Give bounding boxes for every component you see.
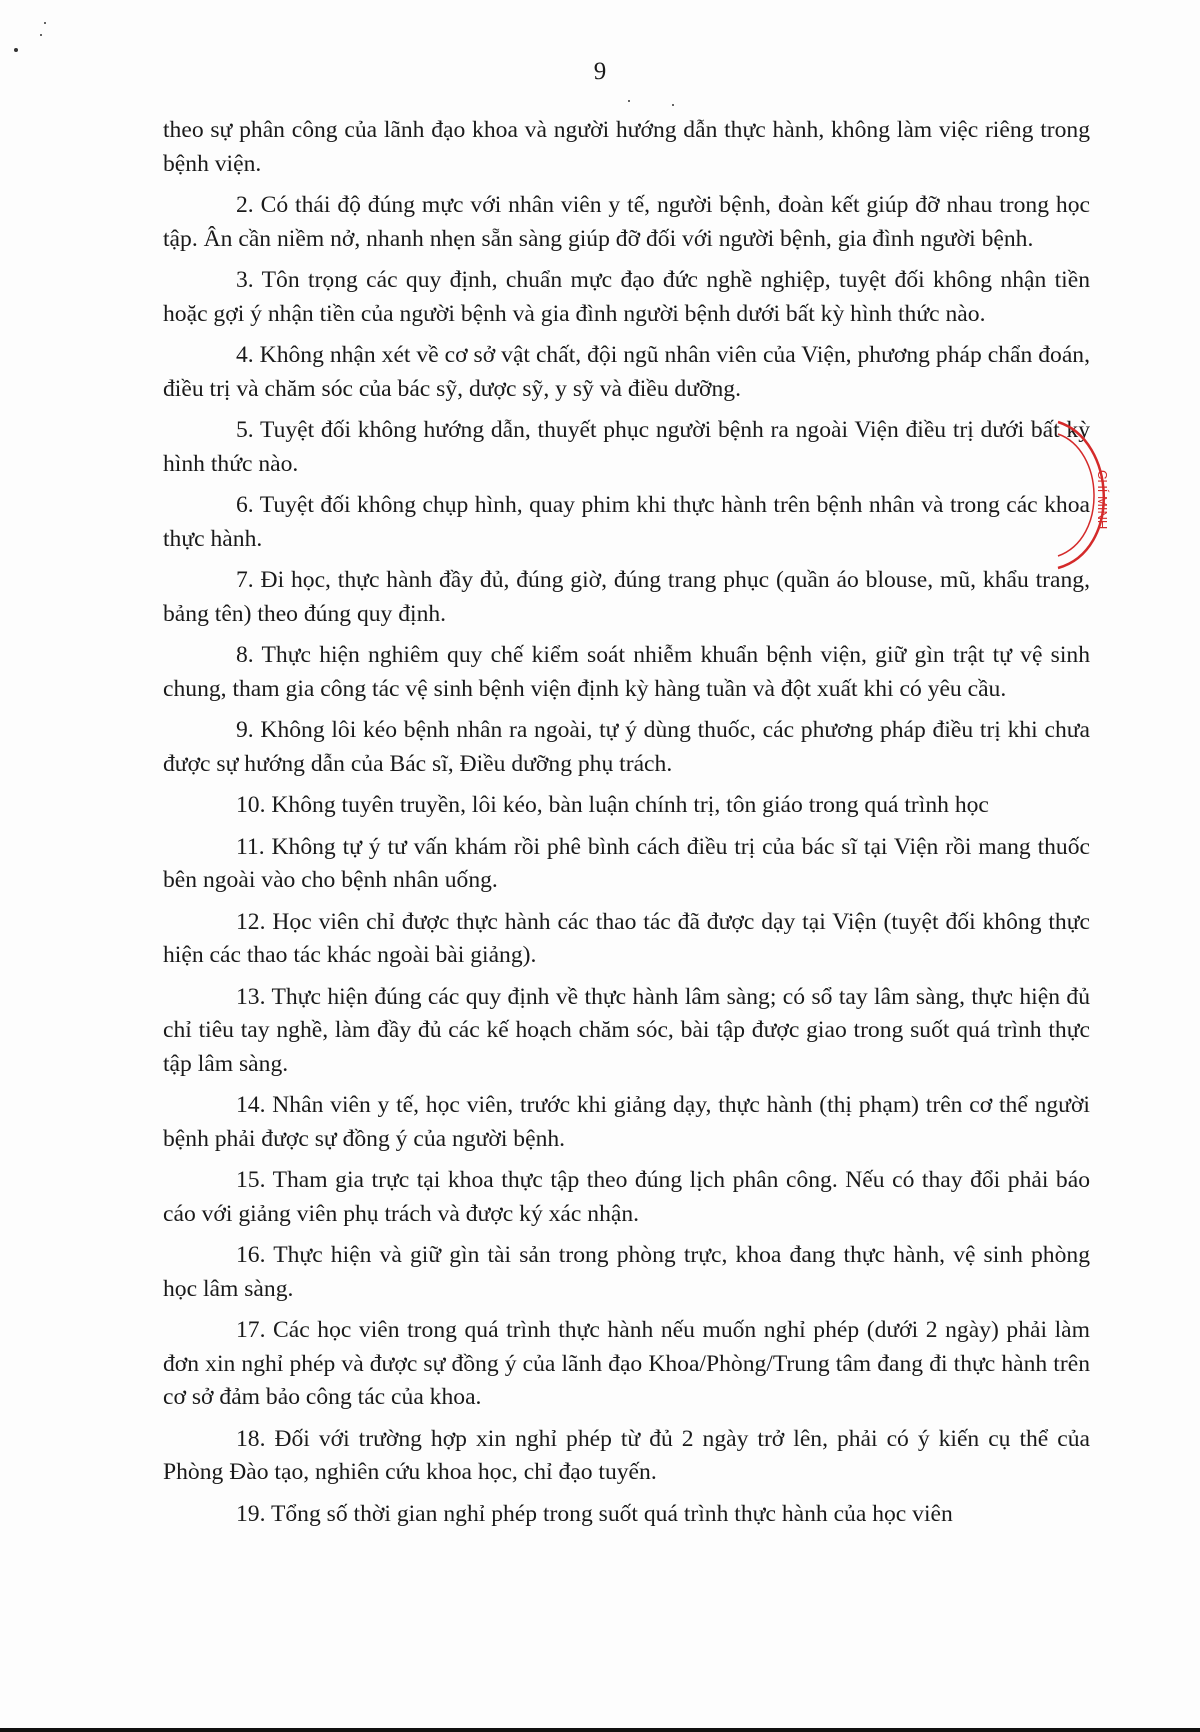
rule-item-4: 4. Không nhận xét về cơ sở vật chất, đội ngũ nhân viên của Viện, phương pháp chẩn đoán, điều trị và chăm sóc của bác sỹ, dược sỹ, y sỹ và điều dưỡng. [163,342,1090,402]
stamp-inner-ring [1058,434,1094,556]
rule-item-12: 12. Học viên chỉ được thực hành các thao tác đã được dạy tại Viện (tuyệt đối không thực hiện các thao tác khác ngoài bài giảng). [163,908,1090,968]
rule-item-16: 16. Thực hiện và giữ gìn tài sản trong phòng trực, khoa đang thực hành, vệ sinh phòng học lâm sàng. [163,1242,1090,1302]
rule-item-14: 14. Nhân viên y tế, học viên, trước khi giảng dạy, thực hành (thị phạm) trên cơ thể người bệnh phải được sự đồng ý của người bệnh. [163,1092,1090,1152]
rule-item-10: 10. Không tuyên truyền, lôi kéo, bàn luận chính trị, tôn giáo trong quá trình học [236,792,989,818]
rule-item-17: 17. Các học viên trong quá trình thực hành nếu muốn nghỉ phép (dưới 2 ngày) phải làm đơn xin nghỉ phép và được sự đồng ý của lãnh đạo Khoa/Phòng/Trung tâm đang đi thực hành trên cơ sở đảm bảo công tác của khoa. [163,1317,1090,1410]
rule-item-15: 15. Tham gia trực tại khoa thực tập theo đúng lịch phân công. Nếu có thay đổi phải báo cáo với giảng viên phụ trách và được ký xác nhận. [163,1167,1090,1227]
scan-bottom-edge [0,1728,1200,1732]
scan-speck [40,34,42,36]
document-body [163,114,1090,1539]
rule-item-19: 19. Tổng số thời gian nghỉ phép trong suốt quá trình thực hành của học viên [236,1500,953,1527]
scan-speck [672,104,674,106]
rule-item-9: 9. Không lôi kéo bệnh nhân ra ngoài, tự ý dùng thuốc, các phương pháp điều trị khi chưa được sự hướng dẫn của Bác sĩ, Điều dưỡng phụ trách. [163,717,1090,777]
scan-speck [628,100,630,102]
stamp-text: CHÍ MINH [1095,470,1110,530]
page-number: 9 [593,58,607,85]
rule-item-11: 11. Không tự ý tư vấn khám rồi phê bình cách điều trị của bác sĩ tại Viện rồi mang thuốc bên ngoài vào cho bệnh nhân uống. [163,833,1090,893]
scan-speck [14,48,18,52]
rule-item-13: 13. Thực hiện đúng các quy định về thực hành lâm sàng; có sổ tay lâm sàng, thực hiện đủ chỉ tiêu tay nghề, làm đầy đủ các kế hoạch chăm sóc, bài tập được giao trong suốt quá trình thực tập lâm sàng. [163,983,1090,1077]
rule-item-8: 8. Thực hiện nghiêm quy chế kiểm soát nhiễm khuẩn bệnh viện, giữ gìn trật tự vệ sinh chung, tham gia công tác vệ sinh bệnh viện định kỳ hàng tuần và đột xuất khi có yêu cầu. [163,642,1090,702]
rule-item-2: 2. Có thái độ đúng mực với nhân viên y tế, người bệnh, đoàn kết giúp đỡ nhau trong học tập. Ân cần niềm nở, nhanh nhẹn sẵn sàng giúp đỡ đối với người bệnh, gia đình người bệnh. [163,192,1090,252]
paragraph-continuation: theo sự phân công của lãnh đạo khoa và người hướng dẫn thực hành, không làm việc riêng trong bệnh viện. [163,117,1090,177]
scan-speck [44,22,46,24]
red-stamp-seal [1056,420,1126,570]
rule-item-5: 5. Tuyệt đối không hướng dẫn, thuyết phục người bệnh ra ngoài Viện điều trị dưới bất kỳ hình thức nào. [163,417,1090,477]
rule-item-7: 7. Đi học, thực hành đầy đủ, đúng giờ, đúng trang phục (quần áo blouse, mũ, khẩu trang, bảng tên) theo đúng quy định. [163,567,1090,627]
rule-item-3: 3. Tôn trọng các quy định, chuẩn mực đạo đức nghề nghiệp, tuyệt đối không nhận tiền hoặc gợi ý nhận tiền của người bệnh và gia đình người bệnh dưới bất kỳ hình thức nào. [163,267,1090,327]
rule-item-6: 6. Tuyệt đối không chụp hình, quay phim khi thực hành trên bệnh nhân và trong các khoa thực hành. [163,492,1090,552]
rule-item-18: 18. Đối với trường hợp xin nghỉ phép từ đủ 2 ngày trở lên, phải có ý kiến cụ thể của Phòng Đào tạo, nghiên cứu khoa học, chỉ đạo tuyến. [163,1425,1090,1485]
